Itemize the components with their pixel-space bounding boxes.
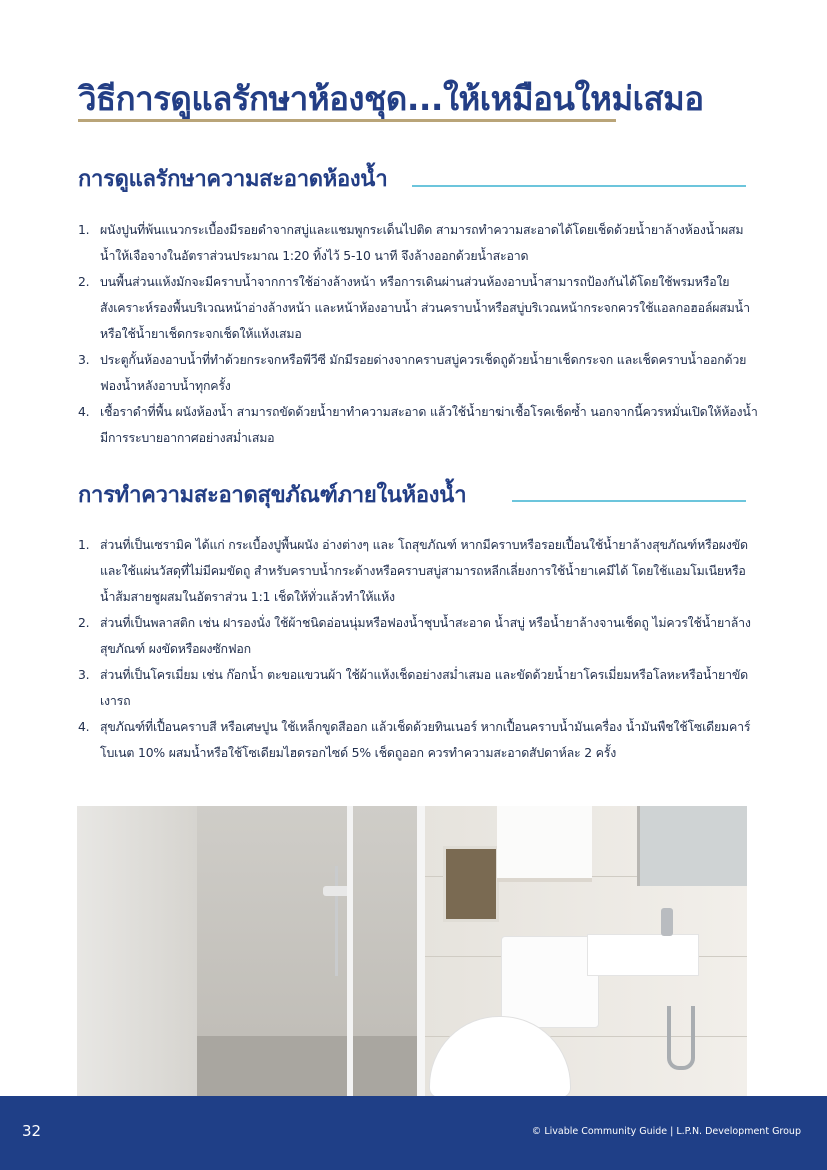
section-heading-sanitaryware-cleaning: การทำความสะอาดสุขภัณฑ์ภายในห้องน้ำ [78,483,467,508]
page-title: วิธีการดูแลรักษาห้องชุด...ให้เหมือนใหม่เสมอ [78,79,704,118]
section-divider [412,185,746,187]
list-item: 2. บนพื้นส่วนแห้งมักจะมีคราบน้ำจากการใช้อ่างล้างหน้า หรือการเดินผ่านส่วนห้องอาบน้ำสามารถป้องกันได้โดยใช้พรมหรือใยสังเคราะห์รองพื้นบริเวณหน้าอ่างล้างหน้า และหน้าห้องอาบน้ำ ส่วนคราบน้ำหรือสบู่บริเวณหน้ากระจกควรใช้แอลกอฮอล์ผสมน้ำหรือใช้น้ำยาเช็ดกระจกเช็ดให้แห้งเสมอ [78,274,750,341]
list-item: 1. ผนังปูนที่พ้นแนวกระเบื้องมีรอยดำจากสบู่และแชมพูกระเด็นไปติด สามารถทำความสะอาดได้โดยเช็ดด้วยน้ำยาล้างห้องน้ำผสมน้ำให้เจือจางในอัตราส่วนประมาณ 1:20 ทิ้งไว้ 5-10 นาที จึงล้างออกด้วยน้ำสะอาด [78,222,744,263]
page-number: 32 [22,1122,42,1140]
sanitaryware-cleaning-list [78,532,758,766]
list-item: 4. สุขภัณฑ์ที่เปื้อนคราบสี หรือเศษปูน ใช้เหล็กขูดสีออก แล้วเช็ดด้วยทินเนอร์ หากเปื้อนคราบน้ำมันเครื่อง น้ำมันพืชใช้โซเดียมคาร์โบเนต 10% ผสมน้ำหรือใช้โซเดียมไฮดรอกไซด์ 5% เช็ดถูออก ควรทำความสะอาดสัปดาห์ละ 2 ครั้ง [78,719,751,760]
list-item: 3. ประตูกั้นห้องอาบน้ำที่ทำด้วยกระจกหรือพีวีซี มักมีรอยด่างจากคราบสบู่ควรเช็ดถูด้วยน้ำยาเช็ดกระจก และเช็ดคราบน้ำออกด้วยฟองน้ำหลังอาบน้ำทุกครั้ง [78,352,747,393]
section-heading-bathroom-cleaning: การดูแลรักษาความสะอาดห้องน้ำ [78,167,388,192]
list-item: 2. ส่วนที่เป็นพลาสติก เช่น ฝารองนั่ง ใช้ผ้าชนิดอ่อนนุ่มหรือฟองน้ำชุบน้ำสะอาด น้ำสบู่ หรือน้ำยาล้างจานเช็ดถู ไม่ควรใช้น้ำยาล้างสุขภัณฑ์ ผงขัดหรือผงซักฟอก [78,615,751,656]
bathroom-cleaning-list [78,217,758,451]
list-item: 3. ส่วนที่เป็นโครเมี่ยม เช่น ก๊อกน้ำ ตะขอแขวนผ้า ใช้ผ้าแห้งเช็ดอย่างสม่ำเสมอ และขัดด้วยน้ำยาโครเมี่ยมหรือโลหะหรือน้ำยาขัดเงารถ [78,667,748,708]
list-item: 4. เชื้อราดำที่พื้น ผนังห้องน้ำ สามารถขัดด้วยน้ำยาทำความสะอาด แล้วใช้น้ำยาฆ่าเชื้อโรคเช็ดซ้ำ นอกจากนี้ควรหมั่นเปิดให้ห้องน้ำมีการระบายอากาศอย่างสม่ำเสมอ [78,404,758,445]
list-item: 1. ส่วนที่เป็นเซรามิค ได้แก่ กระเบื้องปูพื้นผนัง อ่างต่างๆ และ โถสุขภัณฑ์ หากมีคราบหรือรอยเปื้อนใช้น้ำยาล้างสุขภัณฑ์หรือผงขัด และใช้แผ่นวัสดุที่ไม่มีคมขัดถู สำหรับคราบน้ำกระด้างหรือคราบสบู่สามารถหลีกเลี่ยงการใช้น้ำยาเคมีได้ โดยใช้แอมโมเนียหรือน้ำส้มสายชูผสมในอัตราส่วน 1:1 เช็ดให้ทั่วแล้วทำให้แห้ง [78,537,748,604]
title-divider [78,119,616,122]
section-divider [512,500,746,502]
bathroom-photo [77,806,747,1096]
footer-credit: © Livable Community Guide | L.P.N. Development Group [531,1126,801,1137]
